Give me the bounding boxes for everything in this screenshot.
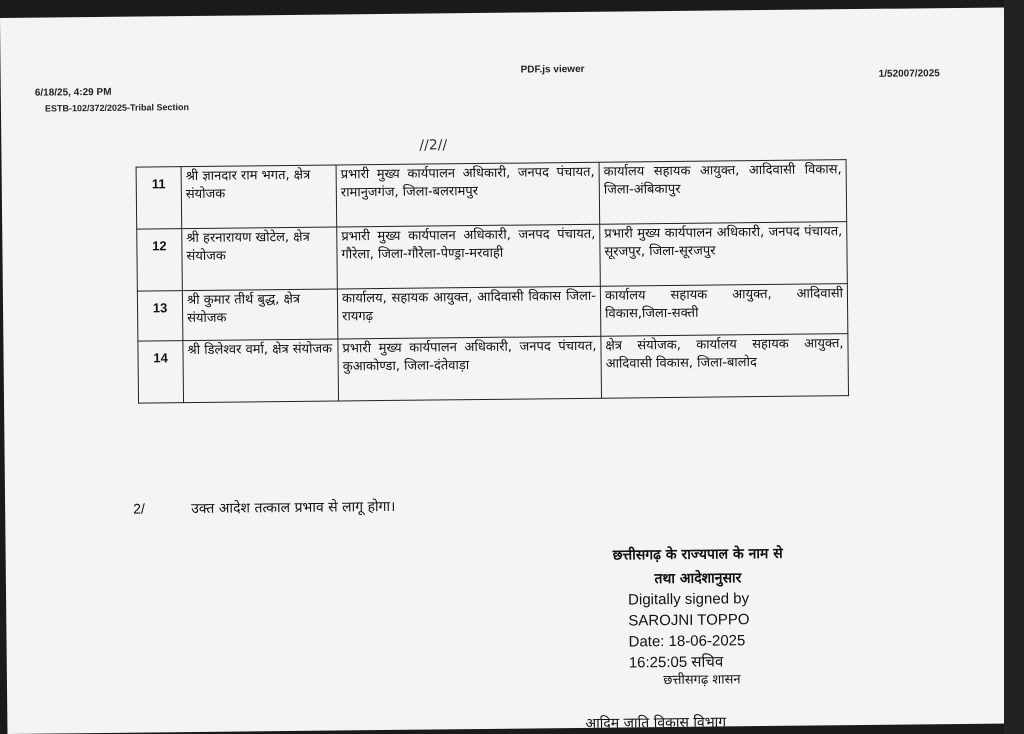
order-clause — [133, 497, 395, 519]
digital-signature — [628, 588, 750, 673]
screen-edge — [1004, 0, 1024, 734]
new-posting: कार्यालय सहायक आयुक्त, आदिवासी विकास, जिला-अंबिकापुर — [599, 160, 847, 225]
signer-name: SAROJNI TOPPO — [628, 611, 750, 630]
department-name: आदिम जाति विकास विभाग — [585, 714, 727, 732]
print-datetime: 6/18/25, 4:29 PM — [34, 86, 112, 99]
signature-time: 16:25:05 सचिव — [628, 653, 724, 672]
table-row — [136, 160, 847, 229]
employee-name: श्री हरनारायण खोटेल, क्षेत्र संयोजक — [182, 227, 338, 291]
file-reference: ESTB-102/372/2025-Tribal Section — [44, 102, 190, 114]
employee-name: श्री ज्ञानदार राम भगत, क्षेत्र संयोजक — [181, 165, 337, 229]
row-number: 11 — [136, 167, 182, 229]
government-name: छत्तीसगढ़ शासन — [663, 672, 741, 689]
row-number: 12 — [137, 229, 183, 291]
row-number: 13 — [137, 291, 183, 341]
document-page — [0, 7, 1011, 733]
row-number: 14 — [138, 341, 184, 403]
current-posting: प्रभारी मुख्य कार्यपालन अधिकारी, जनपद पंचायत, कुआकोण्डा, जिला-दंतेवाड़ा — [338, 336, 602, 401]
current-posting: प्रभारी मुख्य कार्यपालन अधिकारी, जनपद पंचायत, रामानुजगंज, जिला-बलरामपुर — [336, 162, 600, 227]
transfer-table — [136, 159, 849, 403]
page-counter: 1/52007/2025 — [878, 68, 940, 80]
clause-text: उक्त आदेश तत्काल प्रभाव से लागू होगा। — [191, 498, 396, 518]
signer-role: सचिव — [691, 653, 724, 671]
table-row — [137, 222, 848, 291]
table-row — [138, 334, 849, 403]
table-row — [137, 284, 847, 341]
signature-date: Date: 18-06-2025 — [628, 632, 746, 651]
current-posting: कार्यालय, सहायक आयुक्त, आदिवासी विकास जिला-रायगढ़ — [337, 286, 601, 339]
new-posting: कार्यालय सहायक आयुक्त, आदिवासी विकास,जिला-सक्ती — [600, 284, 848, 337]
authority-line-1: छत्तीसगढ़ के राज्यपाल के नाम से — [612, 545, 783, 564]
new-posting: प्रभारी मुख्य कार्यपालन अधिकारी, जनपद पंचायत, सूरजपुर, जिला-सूरजपुर — [600, 222, 848, 287]
clause-number: 2/ — [133, 500, 145, 517]
new-posting: क्षेत्र संयोजक, कार्यालय सहायक आयुक्त, आदिवासी विकास, जिला-बालोद — [601, 334, 849, 399]
digital-signature-label: Digitally signed by — [628, 590, 750, 609]
employee-name: श्री कुमार तीर्थ बुद्ध, क्षेत्र संयोजक — [182, 289, 338, 341]
employee-name: श्री डिलेश्वर वर्मा, क्षेत्र संयोजक — [183, 339, 339, 403]
authority-line — [558, 541, 838, 592]
page-marker: //2// — [419, 137, 448, 154]
authority-line-2: तथा आदेशानुसार — [654, 570, 742, 588]
current-posting: प्रभारी मुख्य कार्यपालन अधिकारी, जनपद पंचायत, गौरेला, जिला-गौरेला-पेण्ड्रा-मरवाही — [337, 224, 601, 289]
viewer-title: PDF.js viewer — [520, 63, 585, 76]
